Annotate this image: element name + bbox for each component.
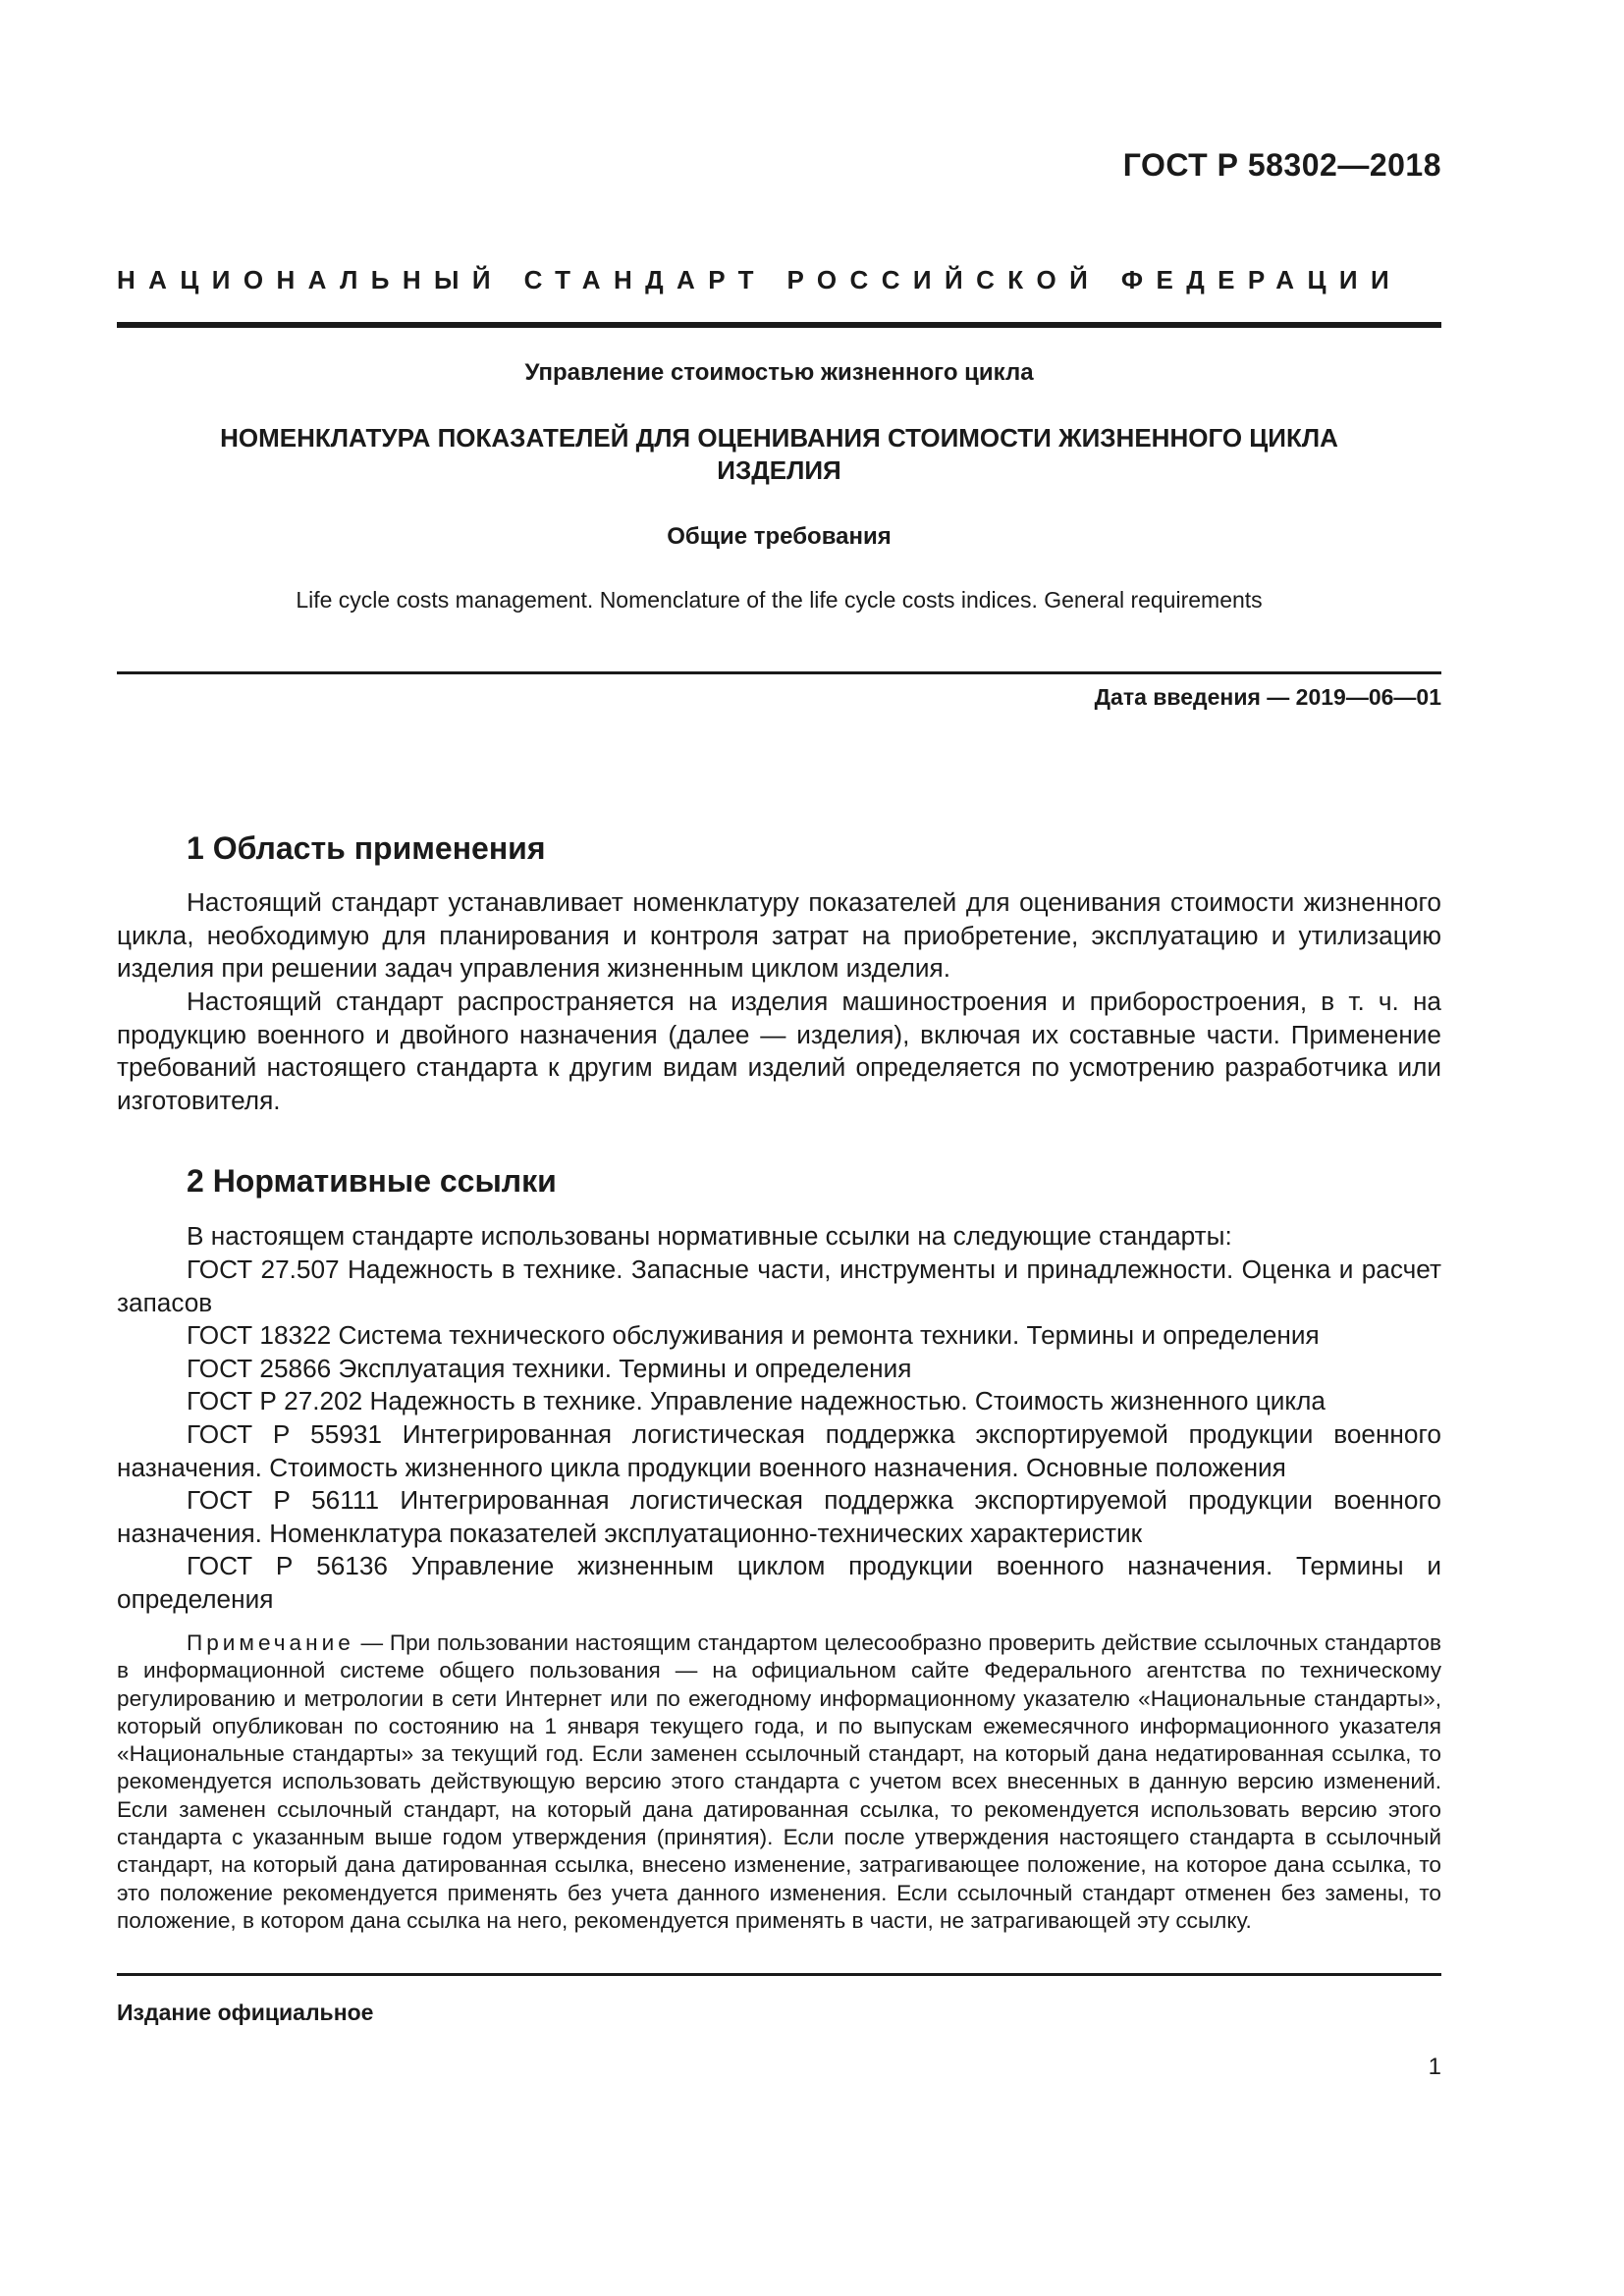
subtitle-main: Управление стоимостью жизненного цикла — [524, 359, 1034, 386]
title-line-2: ИЗДЕЛИЯ — [717, 455, 841, 485]
section-2-intro: В настоящем стандарте использованы нормативные ссылки на следующие стандарты: — [187, 1221, 1232, 1251]
section-1-heading: 1 Область применения — [187, 830, 546, 866]
reference-item: ГОСТ 18322 Система технического обслуживания и ремонта техники. Термины и определения — [187, 1320, 1320, 1350]
section-1-paragraph-1: Настоящий стандарт устанавливает номенклатуру показателей для оценивания стоимости жизненного цикла, необходимую для планирования и контроля затрат на приобретение, эксплуатацию и утилизацию изделия при решении задач управления жизненным циклом изделия. — [117, 887, 1441, 983]
header-divider — [117, 322, 1441, 328]
document-title — [117, 422, 1441, 487]
section-1-paragraph-2: Настоящий стандарт распространяется на изделия машиностроения и приборостроения, в т. ч. на продукцию военного и двойного назначения (далее — изделия), включая их составные части. Применение требований настоящего стандарта к другим видам изделий определяется по усмотрению разработчика или изготовителя. — [117, 987, 1441, 1115]
title-line-1: НОМЕНКЛАТУРА ПОКАЗАТЕЛЕЙ ДЛЯ ОЦЕНИВАНИЯ СТОИМОСТИ ЖИЗНЕННОГО ЦИКЛА — [220, 423, 1338, 453]
footer-divider — [117, 1973, 1441, 1976]
reference-item: ГОСТ Р 56136 Управление жизненным циклом продукции военного назначения. Термины и определения — [117, 1551, 1441, 1614]
introduction-date: Дата введения — 2019—06—01 — [1094, 684, 1441, 710]
english-title: Life cycle costs management. Nomenclature of the life cycle costs indices. General requirements — [296, 587, 1263, 613]
section-2-heading: 2 Нормативные ссылки — [187, 1163, 557, 1199]
edition-label: Издание официальное — [117, 2000, 374, 2025]
note-block — [117, 1629, 1441, 1935]
page-number: 1 — [1428, 2054, 1441, 2080]
subtitle-general: Общие требования — [667, 523, 892, 550]
title-divider — [117, 671, 1441, 674]
national-standard-banner: НАЦИОНАЛЬНЫЙ СТАНДАРТ РОССИЙСКОЙ ФЕДЕРАЦИИ — [117, 265, 1403, 294]
standard-id: ГОСТ Р 58302—2018 — [1122, 147, 1441, 183]
note-text: — При пользовании настоящим стандартом целесообразно проверить действие ссылочных стандартов в информационной системе общего пользования — на официальном сайте Федерального агентства по техническому регулированию и метрологии в сети Интернет или по ежегодному информационному указателю «Национальные стандарты», который опубликован по состоянию на 1 января текущего года, и по выпускам ежемесячного информационного указателя «Национальные стандарты» за текущий год. Если заменен ссылочный стандарт, на который дана недатированная ссылка, то рекомендуется использовать действующую версию этого стандарта с учетом всех внесенных в данную версию изменений. Если заменен ссылочный стандарт, на который дана датированная ссылка, то рекомендуется использовать версию этого стандарта с указанным выше годом утверждения (принятия). Если после утверждения настоящего стандарта в ссылочный стандарт, на который дана датированная ссылка, внесено изменение, затрагивающее положение, на которое дана ссылка, то это положение рекомендуется применять без учета данного изменения. Если ссылочный стандарт отменен без замены, то положение, в котором дана ссылка на него, рекомендуется применять в части, не затрагивающей эту ссылку. — [117, 1630, 1441, 1933]
reference-item: ГОСТ Р 55931 Интегрированная логистическая поддержка экспортируемой продукции военного назначения. Стоимость жизненного цикла продукции военного назначения. Основные положения — [117, 1419, 1441, 1482]
reference-item: ГОСТ Р 27.202 Надежность в технике. Управление надежностью. Стоимость жизненного цикла — [187, 1386, 1326, 1415]
reference-item: ГОСТ Р 56111 Интегрированная логистическая поддержка экспортируемой продукции военного назначения. Номенклатура показателей эксплуатационно-технических характеристик — [117, 1485, 1441, 1548]
reference-item: ГОСТ 27.507 Надежность в технике. Запасные части, инструменты и принадлежности. Оценка и расчет запасов — [117, 1255, 1441, 1317]
note-label: Примечание — [187, 1630, 354, 1655]
reference-item: ГОСТ 25866 Эксплуатация техники. Термины и определения — [187, 1354, 912, 1383]
